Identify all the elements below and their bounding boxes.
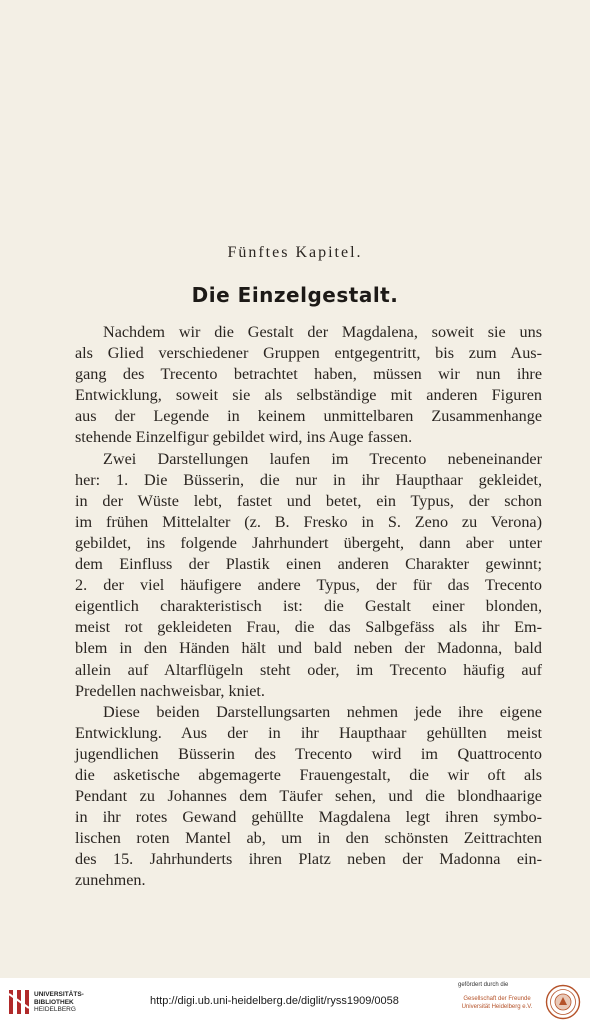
text-line: gebildet, ins folgende Jahrhundert übergeht, dann aber unter bbox=[75, 533, 542, 552]
society-name-line: Gesellschaft der Freunde bbox=[463, 996, 531, 1002]
text-line: her: 1. Die Büsserin, die nur in ihr Haupthaar gekleidet, bbox=[75, 470, 542, 489]
funded-by-text: gefördert durch die bbox=[458, 982, 509, 988]
text-line: eigentlich charakteristisch ist: die Gestalt einer blonden, bbox=[75, 597, 542, 616]
university-library-logo-icon bbox=[8, 988, 30, 1016]
society-name bbox=[455, 996, 539, 1011]
text-line: Entwicklung. Aus der in ihr Haupthaar gehüllten meist bbox=[75, 723, 542, 742]
text-line: in der Wüste lebt, fastet und betet, ein Typus, der schon bbox=[75, 491, 542, 510]
section-heading: Die Einzelgestalt. bbox=[191, 283, 399, 307]
society-name-line: Universität Heidelberg e.V. bbox=[461, 1003, 533, 1010]
library-name bbox=[34, 991, 84, 1014]
text-line: im frühen Mittelalter (z. B. Fresko in S. Zeno zu Verona) bbox=[75, 512, 542, 531]
text-line: zunehmen. bbox=[75, 871, 146, 890]
text-line: lischen roten Mantel ab, um in den schönsten Zeittrachten bbox=[75, 829, 542, 848]
text-line: Pendant zu Johannes dem Täufer sehen, und die blondhaarige bbox=[75, 787, 542, 806]
body-text bbox=[75, 322, 542, 892]
library-name-line: BIBLIOTHEK bbox=[34, 998, 74, 1006]
text-line: blem in den Händen hält und bald neben der Madonna, bald bbox=[75, 639, 542, 658]
permalink-url[interactable]: http://digi.ub.uni-heidelberg.de/diglit/ryss1909/0058 bbox=[150, 995, 399, 1007]
text-line: die asketische abgemagerte Frauengestalt, die wir oft als bbox=[75, 765, 542, 784]
text-line: Diese beiden Darstellungsarten nehmen jede ihre eigene bbox=[103, 702, 542, 721]
text-line: als Glied verschiedener Gruppen entgegentritt, bis zum Aus- bbox=[75, 344, 542, 363]
footer-bar bbox=[0, 978, 590, 1026]
text-line: Nachdem wir die Gestalt der Magdalena, soweit sie uns bbox=[103, 323, 542, 341]
text-line: in ihr rotes Gewand gehüllte Magdalena legt ihren symbo- bbox=[75, 808, 542, 827]
library-name-line: HEIDELBERG bbox=[34, 1006, 76, 1013]
text-line: 2. der viel häufigere andere Typus, der für das Trecento bbox=[75, 576, 542, 595]
library-name-line: UNIVERSITÄTS- bbox=[34, 991, 84, 998]
university-seal-icon bbox=[545, 984, 581, 1020]
text-line: stehende Einzelfigur gebildet wird, ins Auge fassen. bbox=[75, 428, 413, 447]
text-line: gang des Trecento betrachtet haben, müssen wir nun ihre bbox=[75, 365, 542, 384]
text-line: jugendlichen Büsserin des Trecento wird im Quattrocento bbox=[75, 744, 542, 763]
chapter-title: Fünftes Kapitel. bbox=[227, 244, 363, 261]
text-line: des 15. Jahrhunderts ihren Platz neben der Madonna ein- bbox=[75, 850, 542, 869]
text-line: meist rot gekleideten Frau, die das Salbgefäss als ihr Em- bbox=[75, 618, 542, 637]
text-line: Zwei Darstellungen laufen im Trecento nebeneinander bbox=[103, 449, 542, 468]
text-line: aus der Legende in keinem unmittelbaren Zusammenhange bbox=[75, 407, 542, 426]
text-line: Entwicklung, soweit sie als selbständige mit anderen Figuren bbox=[75, 386, 542, 405]
text-line: allein auf Altarflügeln steht oder, im Trecento häufig auf bbox=[75, 660, 542, 679]
text-line: Predellen nachweisbar, kniet. bbox=[75, 681, 265, 700]
text-line: dem Einfluss der Plastik einen anderen Charakter gewinnt; bbox=[75, 555, 542, 574]
